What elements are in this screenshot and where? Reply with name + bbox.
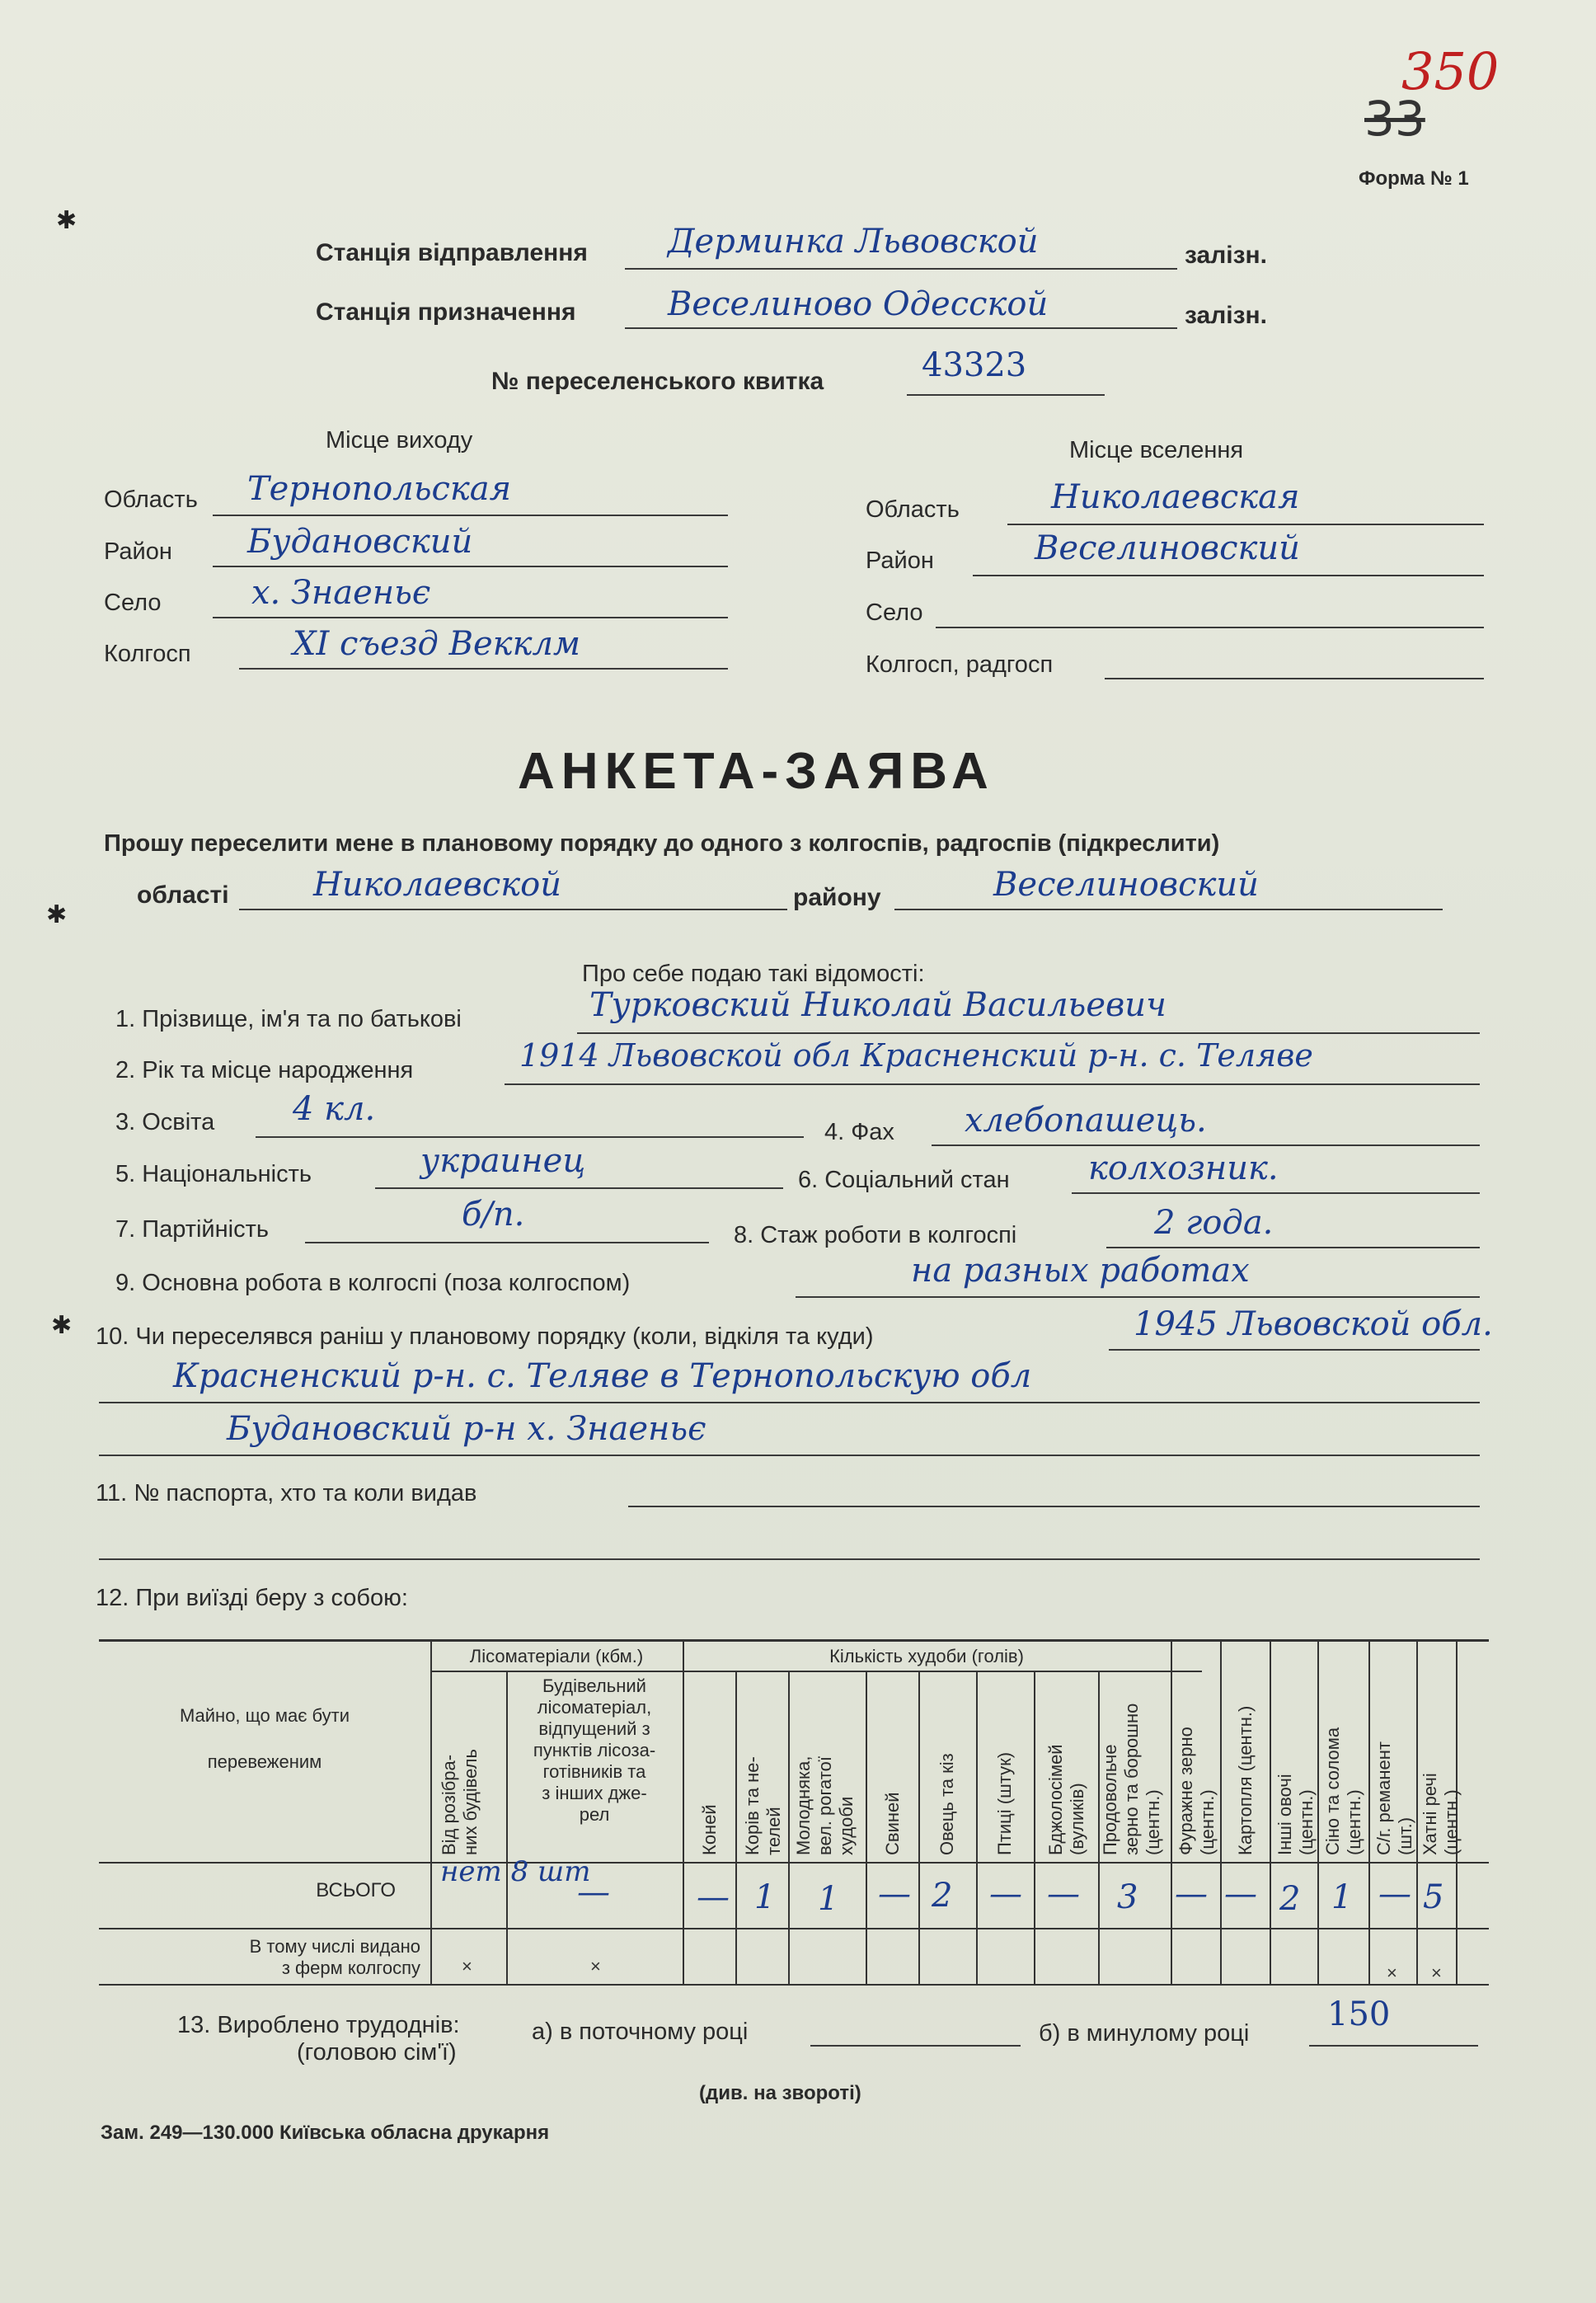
rot-col-hay-straw: Сіно та солома (центн.) [1322, 1727, 1364, 1855]
total-food-grain-value: 3 [1117, 1878, 1138, 1916]
field-10-value-3: Будановский р-н х. Знаеньє [227, 1410, 706, 1448]
destination-oblast-label: Область [866, 496, 960, 523]
request-text: Прошу переселити мене в плановому порядку до одного з колгоспів, радгоспів (підкреслити) [104, 830, 1220, 857]
archive-new-number: 350 [1401, 41, 1500, 101]
origin-selo-line [213, 617, 728, 618]
request-raion-value: Веселиновский [993, 866, 1259, 904]
info-heading: Про себе подаю такі відомості: [582, 961, 925, 987]
ticket-number-value: 43323 [922, 346, 1027, 384]
field-5-value: украинец [420, 1142, 586, 1180]
field-2-line [505, 1083, 1480, 1085]
field-2-label: 2. Рік та місце народження [115, 1057, 414, 1083]
workdays-last-value: 150 [1327, 1995, 1391, 2033]
field-7-label: 7. Партійність [115, 1216, 269, 1243]
destination-heading: Місце вселення [1069, 437, 1244, 463]
total-other-vegetables-value: 2 [1279, 1880, 1301, 1918]
destination-station-value: Веселиново Одесской [668, 285, 1049, 323]
belongings-table [99, 1639, 1489, 2010]
destination-kolhosp-label: Колгосп, радгосп [866, 651, 1054, 678]
property-header-line-1: Майно, що має бути [179, 1705, 350, 1726]
origin-selo-value: х. Знаеньє [251, 574, 431, 612]
table-top-border [99, 1639, 1489, 1642]
rot-col-pigs: Свиней [882, 1792, 903, 1855]
field-4-label: 4. Фах [824, 1119, 894, 1145]
table-header-bottom [99, 1862, 1489, 1864]
building-timber-header-line: відпущений з [538, 1718, 650, 1739]
rot-col-poultry: Птиці (штук) [994, 1751, 1015, 1855]
field-8-label: 8. Стаж роботи в колгоспі [734, 1222, 1017, 1248]
table-vline [430, 1639, 432, 1984]
destination-oblast-line [1007, 524, 1484, 525]
field-9-value: на разных работах [911, 1252, 1250, 1290]
paper-speck: ✱ [56, 207, 77, 234]
rot-col-other-vegetables: Інші овочі (центн.) [1274, 1774, 1317, 1855]
table-vline [788, 1671, 790, 1984]
total-equipment-value: — [1378, 1875, 1411, 1913]
ticket-number-line [907, 394, 1105, 396]
destination-raion-label: Район [866, 548, 934, 574]
table-vline [1171, 1639, 1172, 1984]
origin-raion-line [213, 566, 728, 567]
table-total-row-bottom [99, 1928, 1489, 1929]
field-3-line [256, 1136, 804, 1138]
field-8-value: 2 года. [1154, 1204, 1274, 1242]
origin-oblast-line [213, 515, 728, 516]
field-4-value: хлебопашець. [965, 1102, 1207, 1140]
origin-raion-label: Район [104, 538, 172, 565]
destination-selo-line [936, 627, 1484, 628]
origin-kolhosp-line [239, 668, 728, 670]
cross-mark: × [1387, 1962, 1397, 1983]
field-10-value-2: Красненский р-н. с. Теляве в Тернопольскую обл [173, 1357, 1032, 1395]
cross-mark: × [590, 1956, 601, 1976]
workdays-last-label: б) в минулому році [1039, 2020, 1250, 2047]
field-1-value: Турковский Николай Васильевич [589, 986, 1166, 1024]
destination-raion-value: Веселиновский [1035, 529, 1300, 567]
total-sheep-value: 2 [932, 1877, 953, 1915]
destination-selo-label: Село [866, 599, 923, 626]
including-row-label-1: В тому числі видано [249, 1936, 420, 1957]
workdays-current-line [810, 2045, 1021, 2047]
field-11-label: 11. № паспорта, хто та коли видав [96, 1480, 477, 1506]
timber-group-header: Лісоматеріали (кбм.) [469, 1646, 644, 1666]
building-timber-header-line: пунктів лісоза- [533, 1740, 656, 1760]
field-1-line [577, 1032, 1480, 1034]
rot-col-cows: Корів та не- телей [742, 1756, 784, 1855]
field-5-line [375, 1187, 783, 1189]
table-vline [1270, 1639, 1271, 1984]
property-header-line-2: перевеженим [207, 1751, 322, 1772]
field-7-value: б/п. [462, 1196, 525, 1234]
rot-col-household: Хатні речі (центн.) [1420, 1773, 1462, 1855]
field-6-label: 6. Соціальний стан [798, 1167, 1010, 1193]
rot-col-equipment: С/г. реманент (шт.) [1373, 1741, 1415, 1855]
total-row-label: ВСЬОГО [316, 1879, 396, 1901]
table-bottom-border [99, 1984, 1489, 1986]
departure-station-line [625, 268, 1177, 270]
total-poultry-value: — [989, 1875, 1022, 1913]
field-10-line-2 [99, 1402, 1480, 1403]
workdays-label: 13. Вироблено трудоднів: [177, 2012, 460, 2038]
field-9-label: 9. Основна робота в колгоспі (поза колгоспом) [115, 1270, 631, 1296]
paper-speck: ✱ [46, 901, 68, 928]
paper-speck: ✱ [51, 1312, 73, 1339]
table-group-divider [430, 1671, 1202, 1672]
departure-station-label: Станція відправлення [316, 239, 588, 266]
total-dismantled-value: нет 8 шт [440, 1855, 591, 1888]
workdays-last-line [1309, 2045, 1478, 2047]
field-3-value: 4 кл. [293, 1090, 376, 1128]
total-young-cattle-value: 1 [818, 1880, 839, 1918]
rot-col-sheep: Овець та кіз [936, 1753, 957, 1855]
departure-station-value: Дерминка Львовской [668, 223, 1039, 261]
request-raion-line [894, 909, 1443, 910]
destination-oblast-value: Николаевская [1051, 478, 1300, 516]
table-vline [683, 1639, 684, 1984]
destination-station-label: Станція призначення [316, 298, 576, 326]
origin-kolhosp-label: Колгосп [104, 641, 191, 667]
total-cows-value: 1 [754, 1878, 776, 1916]
printer-imprint: Зам. 249—130.000 Київська обласна друкарня [101, 2122, 550, 2144]
total-fodder-grain-value: — [1175, 1875, 1208, 1913]
field-8-line [1106, 1247, 1480, 1248]
origin-raion-value: Будановский [247, 523, 473, 561]
building-timber-header-line: Будівельний [542, 1676, 646, 1696]
dismantled-buildings-header: Від розібра- них будівель [439, 1749, 481, 1855]
archive-old-number: 33 [1364, 91, 1425, 147]
departure-station-suffix: залізн. [1185, 242, 1267, 269]
rot-col-fodder-grain: Фуражне зерно (центн.) [1176, 1727, 1218, 1855]
total-hay-value: 1 [1331, 1878, 1353, 1916]
origin-kolhosp-value: XI съезд Векклм [293, 625, 581, 663]
ticket-number-label: № переселенського квитка [491, 368, 824, 395]
total-beehives-value: — [1047, 1875, 1080, 1913]
field-10-line-1 [1109, 1349, 1480, 1351]
building-timber-header-line: рел [579, 1804, 610, 1825]
building-timber-header-line: готівників та [542, 1761, 646, 1782]
request-raion-label: району [793, 884, 881, 911]
field-10-value-1: 1945 Львовской обл. [1134, 1305, 1493, 1343]
document-title: АНКЕТА-ЗАЯВА [518, 743, 995, 800]
field-7-line [305, 1242, 709, 1243]
workdays-sublabel: (головою сім'ї) [297, 2039, 457, 2066]
field-2-value: 1914 Львовской обл Красненский р-н. с. Теляве [519, 1037, 1313, 1074]
field-4-line [932, 1144, 1480, 1146]
building-timber-header-line: лісоматеріал, [537, 1697, 652, 1718]
cross-mark: × [462, 1956, 472, 1976]
cattle-group-header: Кількість худоби (голів) [829, 1646, 1024, 1666]
destination-kolhosp-line [1105, 678, 1484, 679]
destination-station-suffix: залізн. [1185, 302, 1267, 329]
total-pigs-value: — [878, 1875, 911, 1913]
total-building-value: — [577, 1873, 610, 1911]
workdays-current-label: а) в поточному році [532, 2019, 749, 2045]
field-9-line [796, 1296, 1480, 1298]
field-11-line-1 [628, 1506, 1480, 1507]
destination-raion-line [973, 575, 1484, 576]
table-vline [1220, 1639, 1222, 1984]
total-household-value: 5 [1423, 1878, 1444, 1916]
table-vline [1317, 1639, 1319, 1984]
form-number-label: Форма № 1 [1359, 167, 1469, 190]
table-vline [976, 1671, 978, 1984]
request-oblast-value: Николаевской [313, 866, 562, 904]
total-horses-value: — [697, 1878, 730, 1916]
including-row-label-2: з ферм колгоспу [281, 1958, 420, 1978]
field-10-line-3 [99, 1455, 1480, 1456]
total-potatoes-value: — [1224, 1875, 1257, 1913]
rot-col-beehives: Бджолосімей (вуликів) [1045, 1744, 1087, 1855]
table-vline [1368, 1639, 1370, 1984]
field-11-line-2 [99, 1558, 1480, 1560]
cross-mark: × [1431, 1962, 1442, 1983]
origin-heading: Місце виходу [326, 427, 473, 454]
rot-col-horses: Коней [699, 1804, 720, 1855]
origin-oblast-value: Тернопольская [247, 470, 512, 508]
table-vline [1034, 1671, 1035, 1984]
field-1-label: 1. Прізвище, ім'я та по батькові [115, 1006, 462, 1032]
field-12-label: 12. При виїзді беру з собою: [96, 1585, 408, 1611]
origin-selo-label: Село [104, 590, 162, 616]
field-6-value: колхозник. [1088, 1149, 1279, 1187]
origin-oblast-label: Область [104, 486, 198, 513]
rot-col-food-grain: Продовольче зерно та борошно (центн.) [1100, 1703, 1163, 1855]
table-vline [918, 1671, 920, 1984]
table-vline [866, 1671, 867, 1984]
rot-col-young-cattle: Молодняка, вел. рогатої худоби [793, 1755, 857, 1855]
table-vline [735, 1671, 737, 1984]
field-3-label: 3. Освіта [115, 1109, 215, 1135]
request-oblast-line [239, 909, 787, 910]
destination-station-line [625, 327, 1177, 329]
field-6-line [1072, 1192, 1480, 1194]
field-10-label: 10. Чи переселявся раніш у плановому порядку (коли, відкіля та куди) [96, 1323, 874, 1350]
field-5-label: 5. Національність [115, 1161, 312, 1187]
rot-col-potatoes: Картопля (центн.) [1235, 1705, 1256, 1855]
turnover-note: (див. на звороті) [699, 2082, 861, 2104]
table-vline [1416, 1639, 1418, 1984]
request-oblast-label: області [137, 881, 229, 909]
building-timber-header-line: з інших дже- [542, 1783, 647, 1803]
